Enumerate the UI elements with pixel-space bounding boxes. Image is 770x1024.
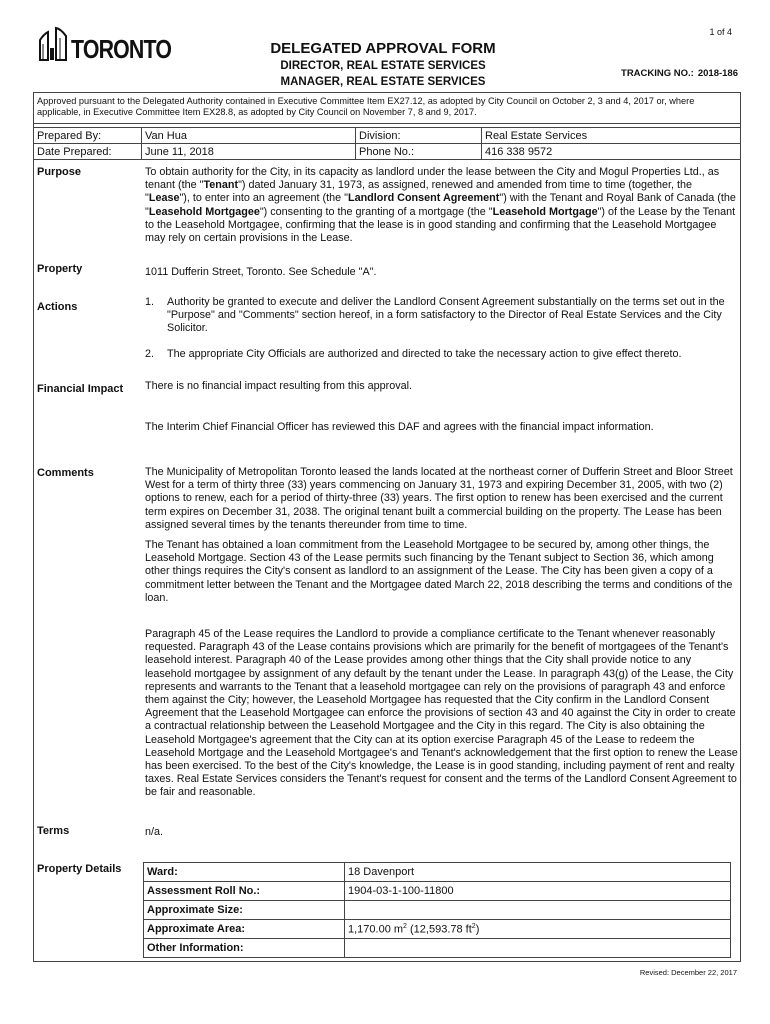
- phone-value: 416 338 9572: [482, 144, 741, 160]
- other-information-value: [345, 939, 731, 958]
- actions-list: [145, 296, 739, 361]
- preparer-table: [33, 127, 741, 160]
- financial-impact-text: There is no financial impact resulting from this approval.: [145, 380, 413, 392]
- other-information-label: Other Information:: [144, 939, 345, 958]
- ward-label: Ward:: [144, 863, 345, 882]
- tracking-label: TRACKING NO.:: [621, 68, 694, 79]
- approximate-area-label: Approximate Area:: [144, 920, 345, 939]
- form-subtitle-director: DIRECTOR, REAL ESTATE SERVICES: [280, 60, 486, 72]
- approximate-size-value: [345, 901, 731, 920]
- approximate-size-label: Approximate Size:: [144, 901, 345, 920]
- form-subtitle-manager: MANAGER, REAL ESTATE SERVICES: [280, 76, 486, 88]
- approval-authority-text: Approved pursuant to the Delegated Authority contained in Executive Committee Item EX27.12, as adopted by City Council on October 2, 3 and 4, 2017 or, where applicable, in Executive Committee Item EX28.8, as adopted by City Council on November 7, 8 and 9, 2017.: [37, 96, 695, 117]
- prepared-by-label: Prepared By:: [34, 128, 142, 144]
- purpose-text: To obtain authority for the City, in its capacity as landlord under the lease between the City and Mogul Properties Ltd., as tenant (the "Tenant") dated January 31, 1973, as assigned, renewed and amended from time to time (together, the "Lease"), to enter into an agreement (the "Landlord Consent Agreement") with the Tenant and Royal Bank of Canada (the "Leasehold Mortgagee") consenting to the granting of a mortgage (the "Leasehold Mortgage") of the Lease by the Tenant to the Leasehold Mortgagee, confirming that the lease is in good standing and confirming that the Leasehold Mortgagee may rely on certain provisions in the Lease.: [145, 166, 736, 245]
- actions-label: Actions: [37, 301, 78, 313]
- terms-label: Terms: [37, 825, 70, 837]
- table-row: [144, 939, 731, 958]
- property-details-table: [143, 862, 731, 958]
- property-text: 1011 Dufferin Street, Toronto. See Schedule "A".: [145, 266, 377, 278]
- comments-label: Comments: [37, 467, 94, 479]
- action-item: 2. The appropriate City Officials are authorized and directed to take the necessary action to give effect thereto.: [145, 347, 682, 360]
- logo-wordmark: TORONTO: [71, 34, 172, 64]
- city-hall-icon: [38, 26, 68, 62]
- terms-text: n/a.: [145, 826, 164, 838]
- divider: [33, 123, 741, 124]
- tracking-value: 2018-186: [697, 68, 738, 79]
- table-row: [144, 882, 731, 901]
- assessment-roll-label: Assessment Roll No.:: [144, 882, 345, 901]
- division-label: Division:: [356, 128, 482, 144]
- comments-paragraph-3: Paragraph 45 of the Lease requires the Landlord to provide a compliance certificate to the Tenant whenever reasonably requested. Paragraph 43 of the Lease contains provisions which are primarily for the benefit of mortgagees of the Tenant's leasehold interest. Paragraph 40 of the Lease provides among other things that the City shall provide notice to any leasehold mortgagee by assignment of any default by the tenant under the Lease. In paragraph 43(g) of the Lease, the City represents and warrants to the Tenant that a leasehold mortgagee can rely on the provisions of paragraph 43 and enforce them against the City; however, the Leasehold Mortgagee has requested that the City confirm in the Landlord Consent Agreement that the Leasehold Mortgagee can enforce the provisions of section 43 and 40 against the City in order to create a contractual relationship between the Leasehold Mortgagee and the City in this regard. The City is also obtaining the Leasehold Mortgagee's agreement that the City can at its option exercise Paragraph 45 of the Lease to redeem the Leasehold Mortgage and the Leasehold Mortgagee's and Tenant's acknowledgement that the first option to renew the Lease has been exercised. To the best of the City's knowledge, the Lease is in good standing, including payment of rent and realty taxes. Real Estate Services considers the Tenant's request for consent and the terms of the Landlord Consent Agreement to be fair and reasonable.: [145, 628, 738, 799]
- action-item: 1. Authority be granted to execute and deliver the Landlord Consent Agreement substantially on the terms set out in the "Purpose" and "Comments" section hereof, in a form satisfactory to the Director of Real Estate Services and the City Solicitor.: [145, 296, 725, 335]
- form-title: DELEGATED APPROVAL FORM: [270, 40, 496, 57]
- page-number: 1 of 4: [709, 27, 732, 37]
- comments-paragraph-2: The Tenant has obtained a loan commitment from the Leasehold Mortgagee to be secured by, among other things, the Leasehold Mortgage. Section 43 of the Lease permits such financing by the Tenant subject to Section 36, which among other things requires the City's consent as landlord to an assignment of the Lease. The City has been given a copy of a commitment letter between the Tenant and the Mortgagee dated March 22, 2018 describing the terms and conditions of the loan.: [145, 539, 733, 604]
- comments-paragraph-1: The Municipality of Metropolitan Toronto leased the lands located at the northeast corner of Dufferin Street and Bloor Street West for a term of thirty three (33) years commencing on January 31, 1973 and expiring December 31, 2005, with two (2) options to renew, each for a period of thirty-three (33) years. The first option to renew has been exercised and the current term expires on December 31, 2038. The original tenant built a commercial building on the property. The Lease has been assigned several times by the tenants thereunder from time to time.: [145, 466, 733, 531]
- revised-date: Revised: December 22, 2017: [639, 968, 737, 977]
- date-prepared-value: June 11, 2018: [142, 144, 356, 160]
- toronto-logo: [38, 26, 193, 62]
- assessment-roll-value: 1904-03-1-100-11800: [345, 882, 731, 901]
- approximate-area-value: 1,170.00 $m^2$ (12,593.78 $ft^2$): [345, 920, 731, 939]
- table-row: [144, 863, 731, 882]
- purpose-label: Purpose: [37, 166, 82, 178]
- date-prepared-label: Date Prepared:: [34, 144, 142, 160]
- property-label: Property: [37, 263, 83, 275]
- prepared-by-value: Van Hua: [142, 128, 356, 144]
- table-row: [144, 901, 731, 920]
- ward-value: 18 Davenport: [345, 863, 731, 882]
- division-value: Real Estate Services: [482, 128, 741, 144]
- tracking-number: [617, 68, 738, 79]
- table-row: [144, 920, 731, 939]
- cfo-review-text: The Interim Chief Financial Officer has reviewed this DAF and agrees with the financial impact information.: [145, 421, 654, 433]
- financial-impact-label: Financial Impact: [37, 383, 124, 395]
- phone-label: Phone No.:: [356, 144, 482, 160]
- property-details-label: Property Details: [37, 863, 122, 875]
